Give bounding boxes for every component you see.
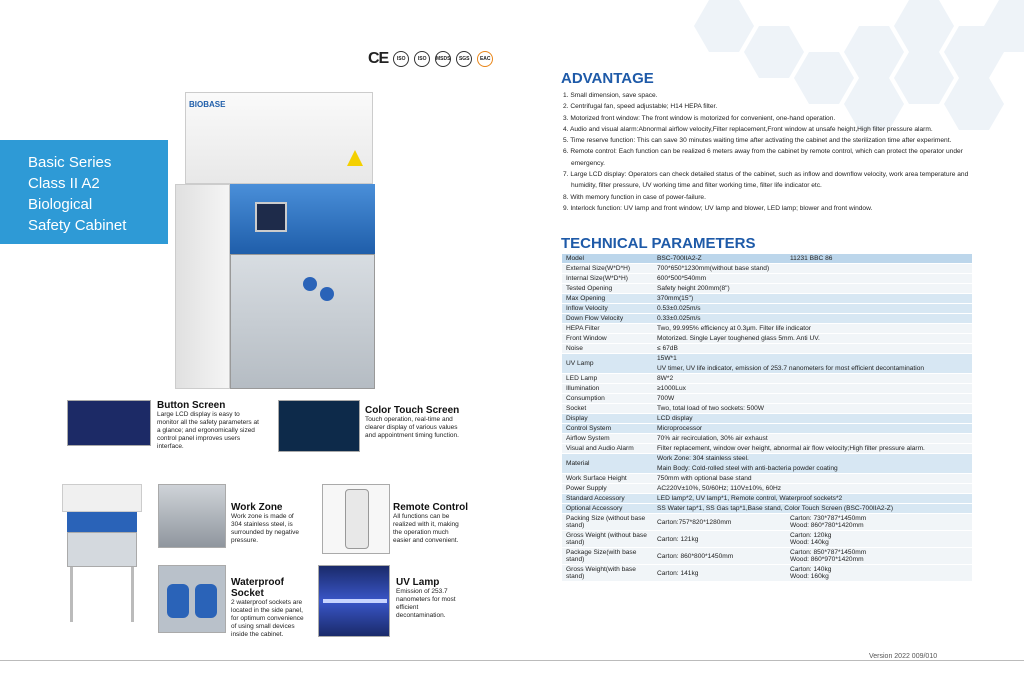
feature-title: Color Touch Screen xyxy=(365,405,460,416)
param-name: Airflow System xyxy=(562,434,653,444)
technical-parameters-table xyxy=(562,254,972,582)
param-value-line: 0.33±0.025m/s xyxy=(657,315,701,322)
table-row xyxy=(562,294,972,304)
param-value xyxy=(653,374,972,384)
table-row xyxy=(562,444,972,454)
table-row xyxy=(562,304,972,314)
param-name: Packing Size (without base stand) xyxy=(562,514,653,531)
param-name: Illumination xyxy=(562,384,653,394)
param-value-line: ≥1000Lux xyxy=(657,385,686,392)
param-value-line: Work Zone: 304 stainless steel. xyxy=(657,455,749,462)
param-value xyxy=(653,324,972,334)
table-row xyxy=(562,514,972,531)
param-value xyxy=(653,294,972,304)
table-row xyxy=(562,504,972,514)
table-row xyxy=(562,454,972,474)
cabinet-front-window xyxy=(230,254,375,389)
certification-logos xyxy=(368,50,493,68)
param-name: Consumption xyxy=(562,394,653,404)
feature-title: Waterproof Socket xyxy=(231,577,284,599)
param-value xyxy=(653,274,972,284)
param-value-line: 600*500*540mm xyxy=(657,275,707,282)
iso-logo-icon: ISO xyxy=(393,51,409,67)
remote-icon xyxy=(345,489,369,549)
param-value xyxy=(786,531,972,548)
param-value xyxy=(653,404,972,414)
work-zone-image xyxy=(158,484,226,548)
param-value-line: Carton: 850*787*1450mm xyxy=(790,549,867,556)
param-value-line: SS Water tap*1, SS Gas tap*1,Base stand, Color Touch Screen (BSC-700IIA2-Z) xyxy=(657,505,894,512)
param-value xyxy=(653,494,972,504)
table-row xyxy=(562,414,972,424)
param-value xyxy=(653,334,972,344)
advantage-item: 1. Small dimension, save space. xyxy=(563,92,658,99)
param-value-line: Carton: 120kg xyxy=(790,532,832,539)
param-value-line: Wood: 860*780*1420mm xyxy=(790,522,864,529)
remote-control-image xyxy=(322,484,390,554)
feature-text: All functions can be realized with it, making the operation much easier and convenient. xyxy=(393,513,459,544)
param-name: Down Flow Velocity xyxy=(562,314,653,324)
cabinet-image xyxy=(175,92,383,392)
param-value xyxy=(653,414,972,424)
table-header-cell: 11231 BBC 86 xyxy=(786,254,972,264)
series-title-box xyxy=(0,140,168,244)
param-value-line: 370mm(15'') xyxy=(657,295,694,302)
param-name: Visual and Audio Alarm xyxy=(562,444,653,454)
param-name: Internal Size(W*D*H) xyxy=(562,274,653,284)
param-value-line: 8W*2 xyxy=(657,375,674,382)
param-value xyxy=(653,394,972,404)
param-value-line: 750mm with optional base stand xyxy=(657,475,752,482)
param-name: Standard Accessory xyxy=(562,494,653,504)
version-label: Version 2022 009/010 xyxy=(865,653,941,660)
series-title-line: Safety Cabinet xyxy=(28,217,127,234)
table-header-row xyxy=(562,254,972,264)
socket-icon xyxy=(303,277,317,291)
param-value-line: Wood: 160kg xyxy=(790,573,829,580)
param-value-line: Wood: 860*970*1420mm xyxy=(790,556,864,563)
param-value xyxy=(653,434,972,444)
param-value xyxy=(786,514,972,531)
param-value xyxy=(653,344,972,354)
advantage-item: 8. With memory function in case of power-failure. xyxy=(563,193,706,201)
param-value xyxy=(653,424,972,434)
waterproof-socket-image xyxy=(158,565,226,633)
work-zone-feature xyxy=(231,502,306,545)
remote-control-feature xyxy=(393,502,468,545)
table-row xyxy=(562,374,972,384)
param-value-line: Main Body: Cold-rolled steel with anti-bacteria powder coating xyxy=(657,465,838,472)
param-value xyxy=(653,314,972,324)
param-value-line: Two, 99.995% efficiency at 0.3μm. Filter life indicator xyxy=(657,325,811,332)
color-touch-feature xyxy=(365,405,470,440)
table-row xyxy=(562,264,972,274)
table-row xyxy=(562,394,972,404)
param-name: External Size(W*D*H) xyxy=(562,264,653,274)
param-name: Control System xyxy=(562,424,653,434)
param-name: LED Lamp xyxy=(562,374,653,384)
param-value xyxy=(786,565,972,582)
param-value-line: ≤ 67dB xyxy=(657,345,678,352)
param-value-line: 70% air recirculation, 30% air exhaust xyxy=(657,435,768,442)
param-value xyxy=(653,474,972,484)
param-value-line: Two, total load of two sockets: 500W xyxy=(657,405,765,412)
param-name: Material xyxy=(562,454,653,474)
param-value xyxy=(653,304,972,314)
param-value-line: Microprocessor xyxy=(657,425,703,432)
table-row xyxy=(562,434,972,444)
table-row xyxy=(562,404,972,414)
socket-icon xyxy=(320,287,334,301)
param-value-line: Filter replacement, window over height, abnormal air flow velocity;High filter pressure alarm. xyxy=(657,445,925,452)
feature-title: UV Lamp xyxy=(396,577,440,588)
param-value xyxy=(653,384,972,394)
advantage-item: 4. Audio and visual alarm:Abnormal airflow velocity,Filter replacement,Front window at unsafe height,High filter pressure alarm. xyxy=(563,125,933,133)
param-value: Carton: 141kg xyxy=(653,565,786,582)
ce-mark-icon: CE xyxy=(368,50,389,67)
param-name: Gross Weight(with base stand) xyxy=(562,565,653,582)
table-row xyxy=(562,474,972,484)
table-header-cell: BSC-700IIA2-Z xyxy=(653,254,786,264)
feature-title: Remote Control xyxy=(393,502,468,513)
param-value: Carton:757*820*1280mm xyxy=(653,514,786,531)
param-name: Noise xyxy=(562,344,653,354)
param-name: UV Lamp xyxy=(562,354,653,374)
button-screen-feature xyxy=(157,400,262,451)
advantage-item: 7. Large LCD display: Operators can check detailed status of the cabinet, such as inflow and downflow velocity, work area temperature and humidity, filter pressure, UV working time and filter working time, filter life indicator etc. xyxy=(563,171,969,190)
param-value-line: UV timer, UV life indicator, emission of 253.7 nanometers for most efficient decontamination xyxy=(657,365,925,372)
feature-text: Touch operation, real-time and clearer display of various values and appointment timing function. xyxy=(365,416,459,439)
uv-lamp-image xyxy=(318,565,390,637)
footer-line xyxy=(0,660,1024,661)
param-name: HEPA Filter xyxy=(562,324,653,334)
param-value-line: Carton: 140kg xyxy=(790,566,832,573)
table-row xyxy=(562,565,972,582)
param-value-line: LCD display xyxy=(657,415,693,422)
table-row xyxy=(562,424,972,434)
feature-text: Work zone is made of 304 stainless steel, is surrounded by negative pressure. xyxy=(231,513,299,544)
param-value xyxy=(653,484,972,494)
param-value: Carton: 121kg xyxy=(653,531,786,548)
advantage-item: 5. Time reserve function: This can save 30 minutes waiting time after activating the cabinet and the sterilization time after experiment. xyxy=(563,137,952,145)
param-name: Gross Weight (without base stand) xyxy=(562,531,653,548)
button-screen-image xyxy=(67,400,151,446)
iso-logo-icon: ISO xyxy=(414,51,430,67)
param-value xyxy=(653,454,972,474)
advantage-item: 9. Interlock function: UV lamp and front window; UV lamp and blower, LED lamp; blower and front window. xyxy=(563,204,873,212)
param-value-line: 15W*1 xyxy=(657,355,677,362)
advantage-item: 3. Motorized front window: The front window is motorized for convenient, one-hand operation. xyxy=(563,114,836,122)
table-row xyxy=(562,531,972,548)
cabinet-control-panel xyxy=(230,184,375,254)
param-value: Carton: 860*800*1450mm xyxy=(653,548,786,565)
cabinet-lcd-screen xyxy=(255,202,287,232)
param-value-line: Wood: 140kg xyxy=(790,539,829,546)
advantage-heading: ADVANTAGE xyxy=(561,70,654,87)
table-row xyxy=(562,284,972,294)
param-value xyxy=(653,444,972,454)
param-value-line: Motorized. Single Layer toughened glass 5mm. Anti UV. xyxy=(657,335,820,342)
advantage-item: 6. Remote control: Each function can be realized 6 meters away from the cabinet by remote control, which can protect the operator under emergency. xyxy=(563,148,963,167)
param-name: Display xyxy=(562,414,653,424)
param-name: Optional Accessory xyxy=(562,504,653,514)
advantage-list xyxy=(563,90,983,214)
feature-title: Button Screen xyxy=(157,400,226,411)
param-value-line: 0.53±0.025m/s xyxy=(657,305,701,312)
param-name: Work Surface Height xyxy=(562,474,653,484)
param-value-line: 700*650*1230mm(without base stand) xyxy=(657,265,770,272)
feature-text: Emission of 253.7 nanometers for most efficient decontamination. xyxy=(396,588,456,619)
param-name: Max Opening xyxy=(562,294,653,304)
param-name: Front Window xyxy=(562,334,653,344)
table-row xyxy=(562,274,972,284)
param-name: Power Supply xyxy=(562,484,653,494)
param-value-line: Safety height 200mm(8") xyxy=(657,285,730,292)
table-row xyxy=(562,484,972,494)
table-row xyxy=(562,344,972,354)
table-row xyxy=(562,384,972,394)
uv-lamp-feature xyxy=(396,577,466,620)
sgs-logo-icon: SGS xyxy=(456,51,472,67)
param-value xyxy=(653,504,972,514)
waterproof-socket-feature xyxy=(231,577,309,639)
table-row xyxy=(562,324,972,334)
feature-text: 2 waterproof sockets are located in the side panel, for optimum convenience of using small devices inside the cabinet. xyxy=(231,599,304,638)
param-value-line: AC220V±10%, 50/60Hz; 110V±10%, 60Hz xyxy=(657,485,782,492)
msds-logo-icon: MSDS xyxy=(435,51,451,67)
param-name: Tested Opening xyxy=(562,284,653,294)
param-name: Package Size(with base stand) xyxy=(562,548,653,565)
series-title-line: Class II A2 xyxy=(28,175,100,192)
table-row xyxy=(562,354,972,374)
touch-screen-image xyxy=(278,400,360,452)
eac-logo-icon: EAC xyxy=(477,51,493,67)
cabinet-with-stand-image xyxy=(62,484,142,624)
feature-title: Work Zone xyxy=(231,502,283,513)
param-value xyxy=(653,284,972,294)
param-value xyxy=(786,548,972,565)
table-header-cell: Model xyxy=(562,254,653,264)
param-value xyxy=(653,264,972,274)
table-row xyxy=(562,334,972,344)
table-row xyxy=(562,314,972,324)
param-value-line: Carton: 730*787*1450mm xyxy=(790,515,867,522)
param-value-line: LED lamp*2, UV lamp*1, Remote control, Waterproof sockets*2 xyxy=(657,495,843,502)
feature-text: Large LCD display is easy to monitor all the safety parameters at a glance; and ergonomically sized control panel improves users interface. xyxy=(157,411,259,450)
table-row xyxy=(562,548,972,565)
param-name: Socket xyxy=(562,404,653,414)
series-title-line: Biological xyxy=(28,196,93,213)
table-row xyxy=(562,494,972,504)
technical-parameters-heading: TECHNICAL PARAMETERS xyxy=(561,235,756,252)
series-title-line: Basic Series xyxy=(28,154,112,171)
cabinet-side-panel xyxy=(175,184,230,389)
param-value-line: 700W xyxy=(657,395,675,402)
param-name: Inflow Velocity xyxy=(562,304,653,314)
param-value xyxy=(653,354,972,374)
advantage-item: 2. Centrifugal fan, speed adjustable; H14 HEPA filter. xyxy=(563,103,718,111)
brand-logo: BIOBASE xyxy=(189,100,226,109)
